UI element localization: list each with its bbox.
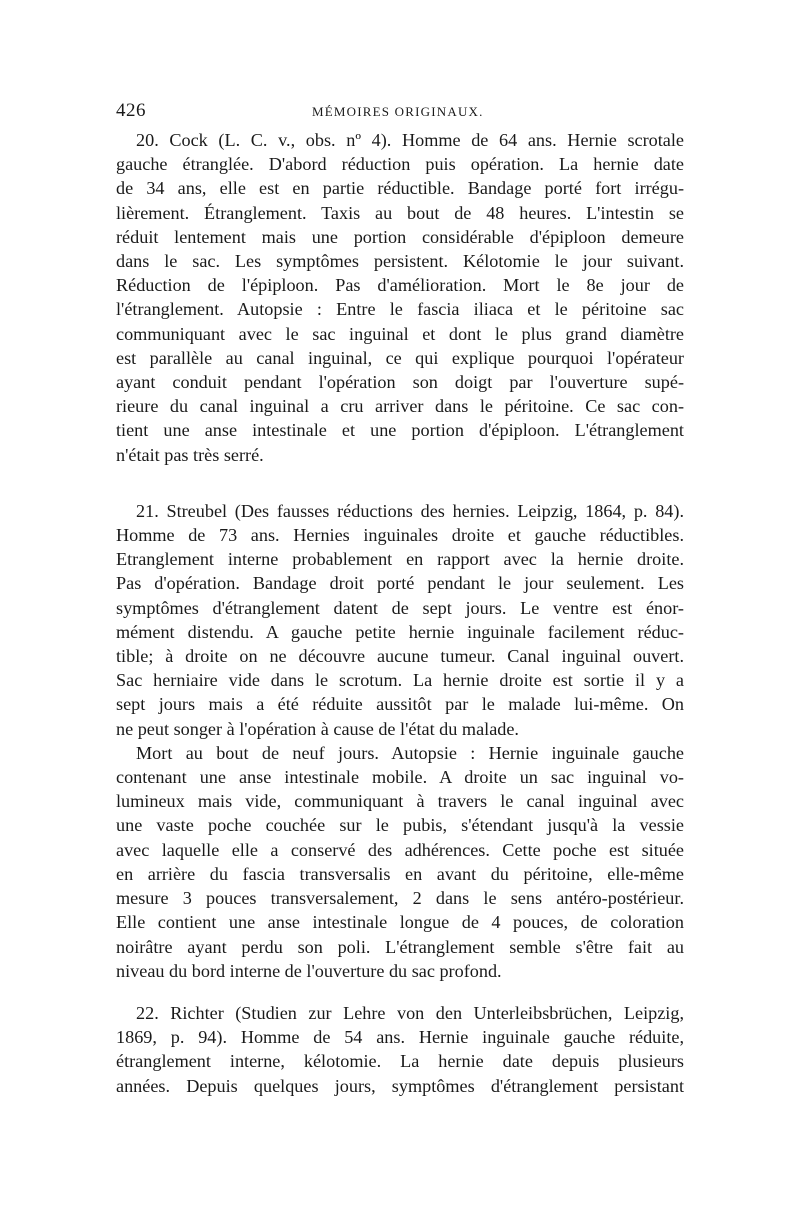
text-line: lièrement. Étranglement. Taxis au bout de 48 heures. L'intestin se [116,202,684,223]
running-title: MÉMOIRES ORIGINAUX. [312,104,484,119]
text-line: mément distendu. A gauche petite hernie inguinale facilement réduc- [116,621,684,642]
text-line: est parallèle au canal inguinal, ce qui explique pourquoi l'opérateur [116,347,684,368]
text-line: lumineux mais vide, communiquant à travers le canal inguinal avec [116,791,684,812]
text-line: 1869, p. 94). Homme de 54 ans. Hernie inguinale gauche réduite, [116,1027,684,1048]
text-line: dans le sac. Les symptômes persistent. Kélotomie le jour suivant. [116,251,684,272]
text-line: années. Depuis quelques jours, symptômes d'étranglement persistant [116,1075,684,1096]
text-line: l'étranglement. Autopsie : Entre le fascia iliaca et le péritoine sac [116,299,684,320]
text-line: une vaste poche couchée sur le pubis, s'étendant jusqu'à la vessie [116,815,684,836]
text-line: Pas d'opération. Bandage droit porté pendant le jour seulement. Les [116,573,684,594]
text-line: ne peut songer à l'opération à cause de l'état du malade. [116,718,519,739]
text-line: gauche étranglée. D'abord réduction puis opération. La hernie date [116,154,684,175]
text-line: 22. Richter (Studien zur Lehre von den Unterleibsbrüchen, Leipzig, [136,1002,684,1023]
text-line: ayant conduit pendant l'opération son doigt par l'ouverture supé- [116,372,684,393]
text-line: Elle contient une anse intestinale longue de 4 pouces, de coloration [116,912,684,933]
text-line: rieure du canal inguinal a cru arriver dans le péritoine. Ce sac con- [116,396,684,417]
page [116,100,684,1098]
entry-21-autopsy [116,741,684,983]
text-line: tible; à droite on ne découvre aucune tumeur. Canal inguinal ouvert. [116,646,684,667]
text-line: sept jours mais a été réduite aussitôt par le malade lui-même. On [116,694,684,715]
entry-20 [116,128,684,467]
page-number: 426 [116,100,146,121]
text-line: étranglement interne, kélotomie. La hernie date depuis plusieurs [116,1051,684,1072]
text-line: niveau du bord interne de l'ouverture du sac profond. [116,960,502,981]
text-line: 21. Streubel (Des fausses réductions des hernies. Leipzig, 1864, p. 84). [136,500,684,521]
text-line: 20. Cock (L. C. v., obs. nº 4). Homme de 64 ans. Hernie scrotale [136,130,684,150]
entry-21 [116,499,684,741]
text-line: de 34 ans, elle est en partie réductible. Bandage porté fort irrégu- [116,178,684,199]
text-line: réduit lentement mais une portion considérable d'épiploon demeure [116,226,684,247]
text-line: communiquant avec le sac inguinal et dont le plus grand diamètre [116,323,684,344]
text-line: noirâtre ayant perdu son poli. L'étranglement semble s'être fait au [116,936,684,957]
text-line: Réduction de l'épiploon. Pas d'amélioration. Mort le 8e jour de [116,275,684,296]
text-line: n'était pas très serré. [116,444,264,465]
text-line: contenant une anse intestinale mobile. A droite un sac inguinal vo- [116,767,684,788]
text-line: tient une anse intestinale et une portion d'épiploon. L'étranglement [116,420,684,441]
running-head [116,100,684,124]
text-line: en arrière du fascia transversalis en avant du péritoine, elle-même [116,863,684,884]
text-line: symptômes d'étranglement datent de sept jours. Le ventre est énor- [116,597,684,618]
text-line: Homme de 73 ans. Hernies inguinales droite et gauche réductibles. [116,525,684,546]
section-gap [116,983,684,1001]
text-line: mesure 3 pouces transversalement, 2 dans le sens antéro-postérieur. [116,888,684,909]
text-line: Etranglement interne probablement en rapport avec la hernie droite. [116,549,684,570]
text-line: avec laquelle elle a conservé des adhérences. Cette poche est située [116,839,684,860]
section-gap [116,467,684,499]
text-line: Mort au bout de neuf jours. Autopsie : Hernie inguinale gauche [136,742,684,763]
entry-22 [116,1001,684,1098]
text-line: Sac herniaire vide dans le scrotum. La hernie droite est sortie il y a [116,670,684,691]
